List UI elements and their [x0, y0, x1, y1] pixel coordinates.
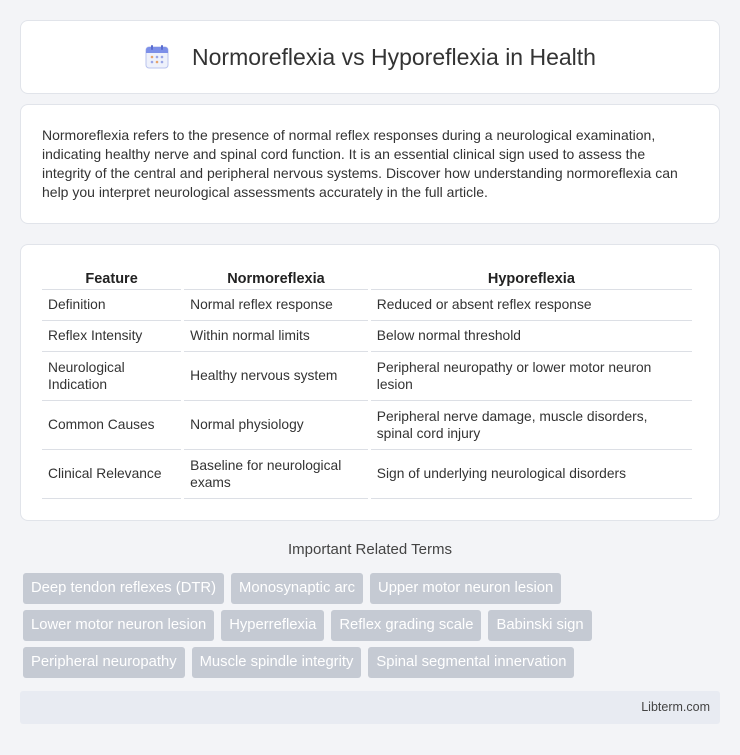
related-term-tag[interactable]: Peripheral neuropathy	[23, 647, 185, 678]
table-cell: Baseline for neurological exams	[184, 450, 368, 499]
related-term-tag[interactable]: Babinski sign	[488, 610, 591, 641]
related-term-tag[interactable]: Monosynaptic arc	[231, 573, 363, 604]
intro-text: Normoreflexia refers to the presence of normal reflex responses during a neurological examination, indicating healthy nerve and spinal cord function. It is an essential clinical sign used to assess the integrity of the central and peripheral nervous systems. Discover how understanding normoreflexia can help you interpret neurological assessments accurately in the full article.	[42, 127, 678, 200]
related-term-tag[interactable]: Spinal segmental innervation	[368, 647, 574, 678]
related-terms-title: Important Related Terms	[288, 541, 452, 558]
table-cell: Definition	[42, 290, 181, 321]
comparison-table-card	[20, 244, 720, 521]
table-cell: Normal physiology	[184, 401, 368, 450]
related-term-tag[interactable]: Deep tendon reflexes (DTR)	[23, 573, 224, 604]
table-cell: Reduced or absent reflex response	[371, 290, 692, 321]
table-row	[42, 450, 692, 499]
related-term-tag[interactable]: Reflex grading scale	[331, 610, 481, 641]
table-cell: Sign of underlying neurological disorders	[371, 450, 692, 499]
calendar-icon	[144, 44, 170, 70]
related-terms-list	[23, 573, 723, 684]
table-cell: Common Causes	[42, 401, 181, 450]
table-cell: Peripheral neuropathy or lower motor neuron lesion	[371, 352, 692, 401]
table-cell: Peripheral nerve damage, muscle disorders, spinal cord injury	[371, 401, 692, 450]
related-term-tag[interactable]: Muscle spindle integrity	[192, 647, 362, 678]
table-header-row	[42, 265, 692, 290]
column-header-hyporeflexia: Hyporeflexia	[371, 265, 692, 290]
table-cell: Below normal threshold	[371, 321, 692, 352]
column-header-feature: Feature	[42, 265, 181, 290]
related-term-tag[interactable]: Upper motor neuron lesion	[370, 573, 561, 604]
table-row	[42, 401, 692, 450]
table-cell: Clinical Relevance	[42, 450, 181, 499]
footer-site-link[interactable]: Libterm.com	[641, 700, 710, 714]
table-cell: Reflex Intensity	[42, 321, 181, 352]
related-term-tag[interactable]: Lower motor neuron lesion	[23, 610, 214, 641]
table-cell: Healthy nervous system	[184, 352, 368, 401]
intro-card	[20, 104, 720, 224]
comparison-table	[39, 265, 695, 499]
table-row	[42, 352, 692, 401]
table-row	[42, 321, 692, 352]
table-cell: Normal reflex response	[184, 290, 368, 321]
table-row	[42, 290, 692, 321]
table-cell: Within normal limits	[184, 321, 368, 352]
related-term-tag[interactable]: Hyperreflexia	[221, 610, 324, 641]
header-card	[20, 20, 720, 94]
footer	[20, 691, 720, 724]
page-title: Normoreflexia vs Hyporeflexia in Health	[192, 43, 596, 70]
column-header-normoreflexia: Normoreflexia	[184, 265, 368, 290]
table-cell: Neurological Indication	[42, 352, 181, 401]
